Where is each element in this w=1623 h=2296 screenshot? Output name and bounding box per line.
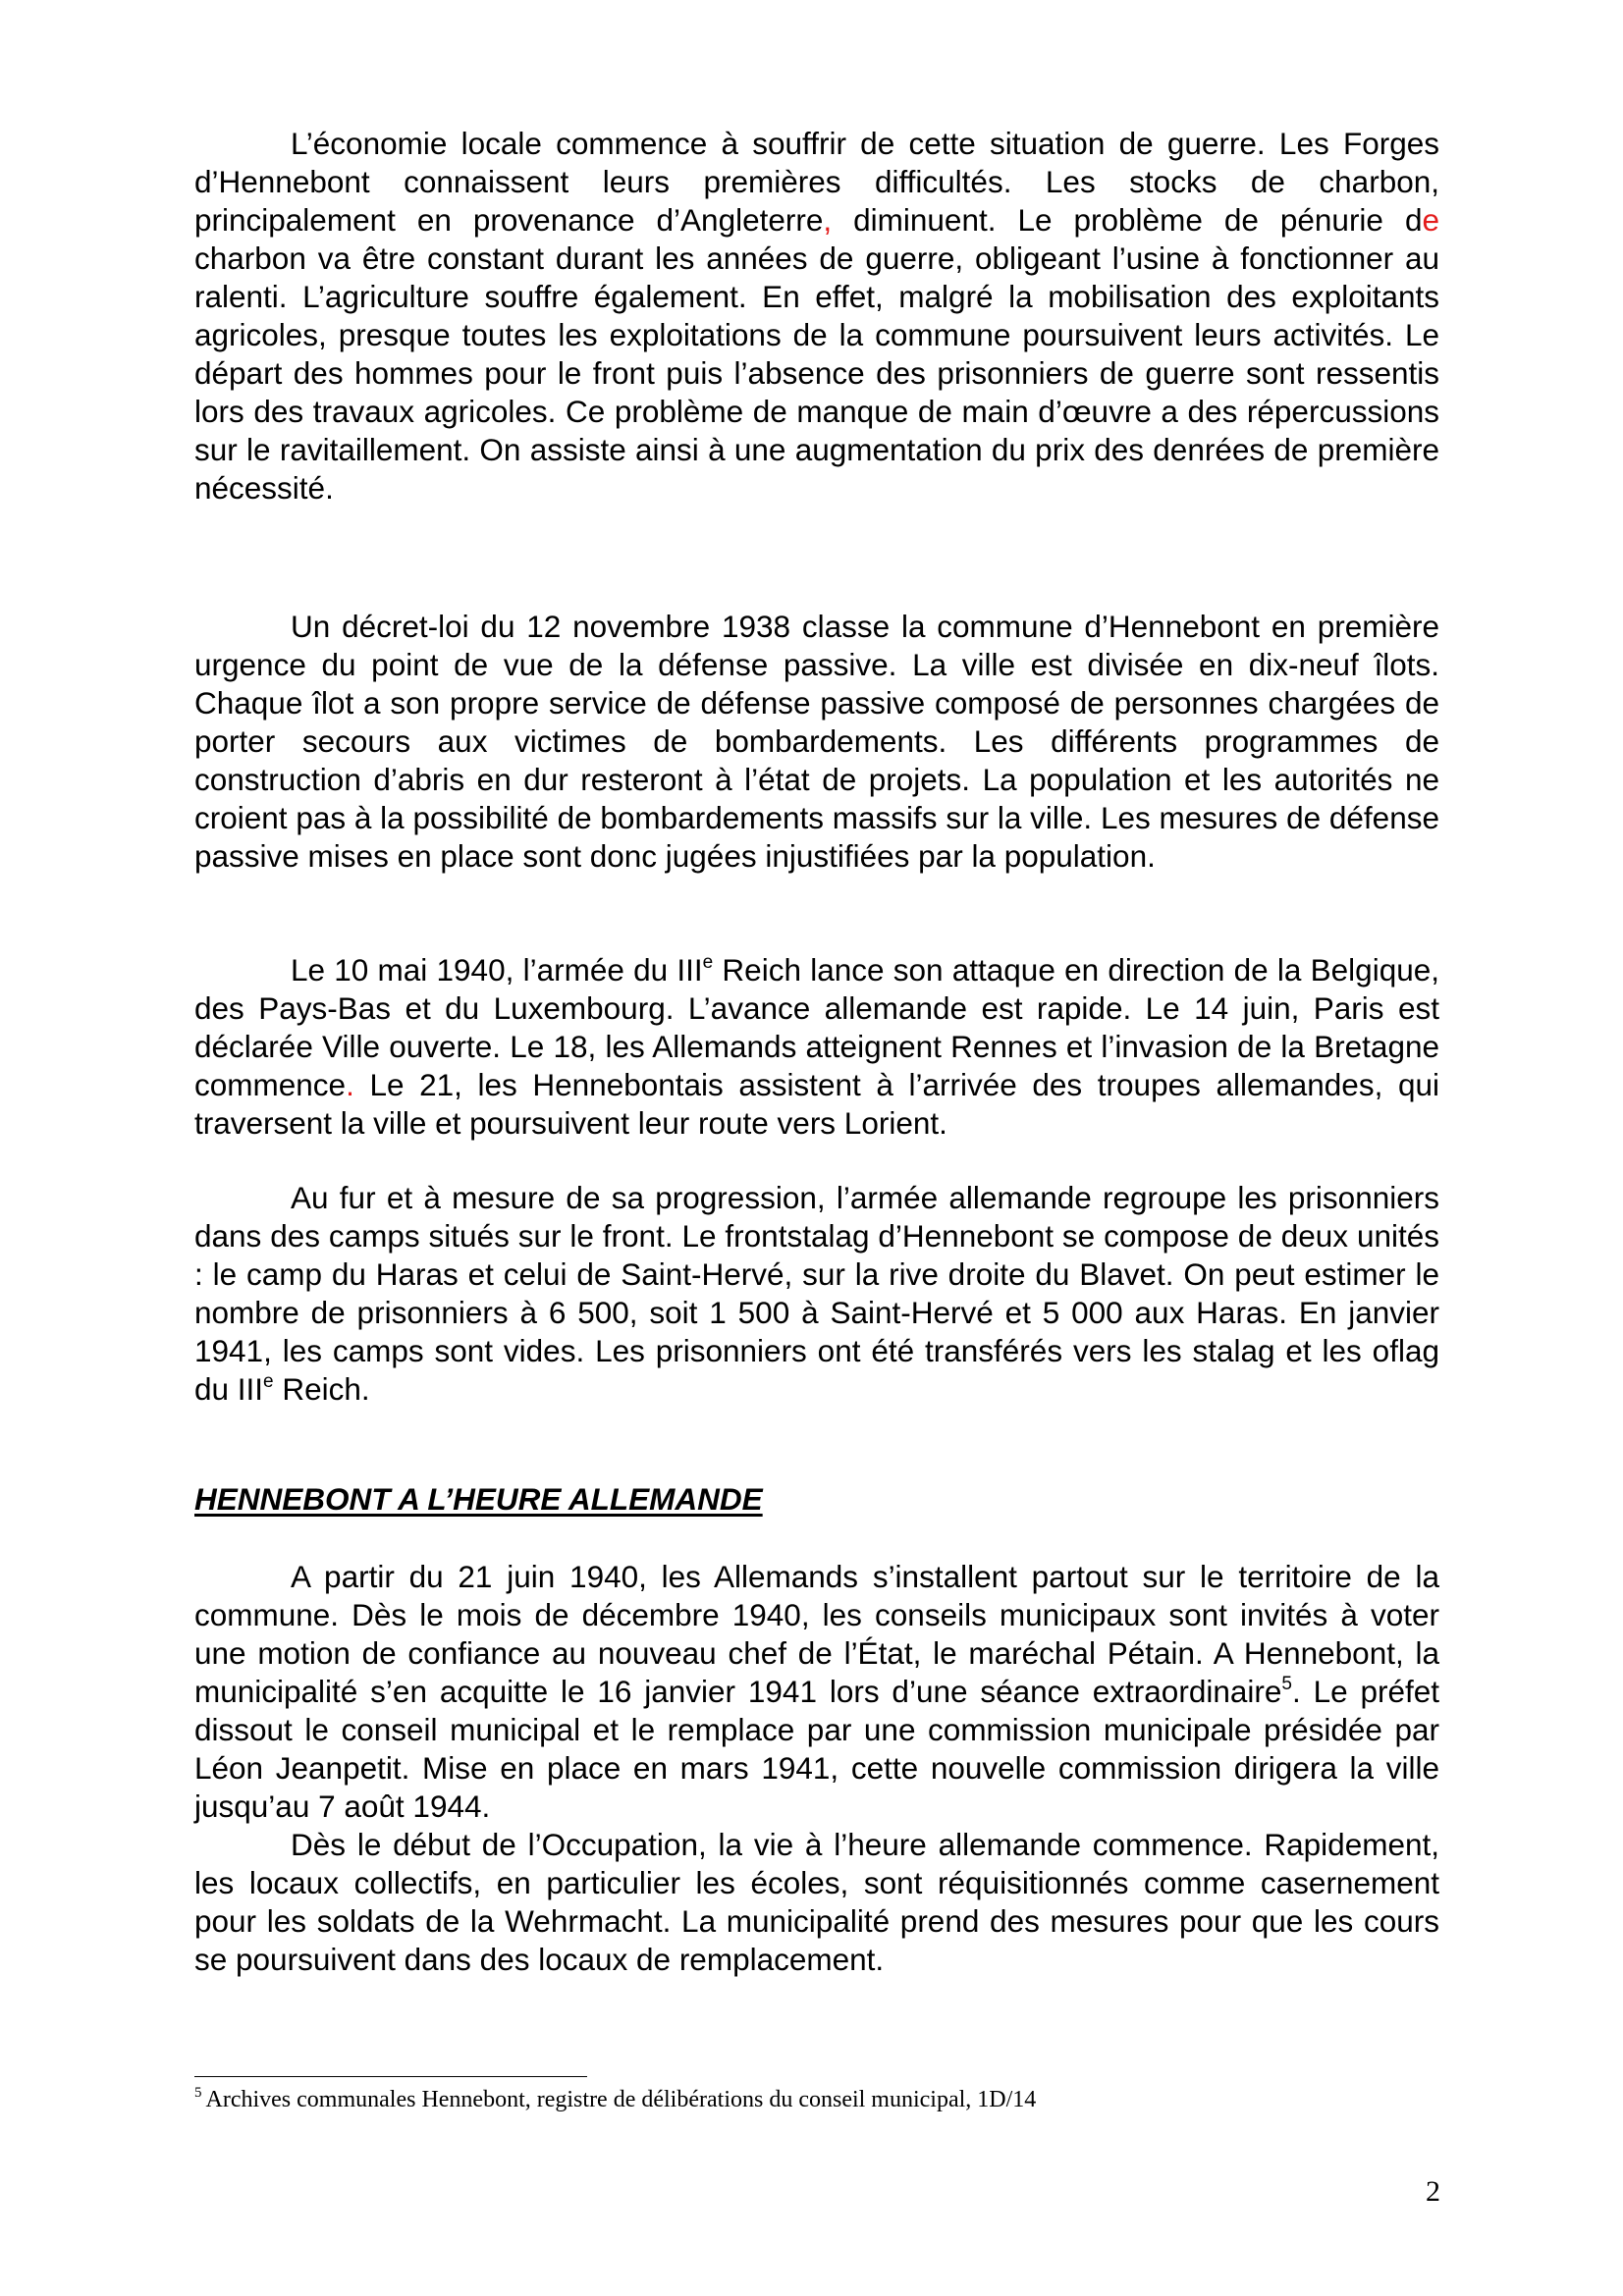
paragraph-text: L’économie locale commence à souffrir de cette situation de guerre. Les Forges d’Hennebont connaissent leurs premières difficultés. Les stocks de charbon, principalement en provenance d’Angleterre (194, 126, 1439, 238)
footnote (194, 2085, 1036, 2114)
superscript: e (263, 1371, 274, 1392)
paragraph-text: Reich lance son attaque en direction de la Belgique, des Pays-Bas et du Luxembourg. L’avance allemande est rapide. Le 14 juin, Paris est déclarée Ville ouverte. Le 18, les Allemands atteignent Rennes et l’invasion de la Bretagne commence (194, 952, 1440, 1102)
footnote-text: Archives communales Hennebont, registre de délibérations du conseil municipal, 1D/14 (205, 2087, 1037, 2112)
paragraph-text: A partir du 21 juin 1940, les Allemands s’installent partout sur le territoire de la commune. Dès le mois de décembre 1940, les conseils municipaux sont invités à voter une motion de confiance au nouveau chef de l’État, le maréchal Pétain. A Hennebont, la municipalité s’en acquitte le 16 janvier 1941 lors d’une séance extraordinaire (194, 1559, 1439, 1709)
footnote-reference: 5 (1281, 1674, 1292, 1694)
paragraph-text: . Le préfet dissout le conseil municipal et le remplace par une commission municipale présidée par Léon Jeanpetit. Mise en place en mars 1941, cette nouvelle commission dirigera la ville jusqu’au 7 août 1944. (194, 1674, 1440, 1824)
paragraph-passive-defense: Un décret-loi du 12 novembre 1938 classe la commune d’Hennebont en première urgence du point de vue de la défense passive. La ville est divisée en dix-neuf îlots. Chaque îlot a son propre service de défense passive composé de personnes chargées de porter secours aux victimes de bombardements. Les différents programmes de construction d’abris en dur resteront à l’état de projets. La population et les autorités ne croient pas à la possibilité de bombardements massifs sur la ville. Les mesures de défense passive mises en place sont donc jugées injustifiées par la population. (194, 609, 1439, 874)
highlighted-letter: e (1422, 202, 1440, 238)
page-number: 2 (1426, 2175, 1440, 2208)
paragraph-text: charbon va être constant durant les années de guerre, obligeant l’usine à fonctionner au ralenti. L’agriculture souffre également. En effet, malgré la mobilisation des exploitants agricoles, presque toutes les exploitations de la commune poursuivent leurs activités. Le départ des hommes pour le front puis l’absence des prisonniers de guerre sont ressentis lors des travaux agricoles. Ce problème de manque de main d’œuvre a des répercussions sur le ravitaillement. On assiste ainsi à une augmentation du prix des denrées de première nécessité. (194, 240, 1439, 506)
highlighted-comma: , (823, 202, 833, 238)
paragraph-invasion (194, 951, 1439, 1143)
footnote-separator (194, 2076, 587, 2077)
superscript: e (702, 952, 714, 973)
highlighted-period: . (346, 1067, 354, 1102)
section-heading: HENNEBONT A L’HEURE ALLEMANDE (194, 1481, 763, 1517)
paragraph-economy (194, 125, 1439, 507)
footnote-number: 5 (194, 2085, 202, 2101)
paragraph-text: Reich. (273, 1371, 370, 1407)
paragraph-prisoners (194, 1179, 1439, 1409)
paragraph-text: Le 21, les Hennebontais assistent à l’arrivée des troupes allemandes, qui traversent la ville et poursuivent leur route vers Lorient. (194, 1067, 1439, 1141)
paragraph-municipality (194, 1558, 1439, 1826)
paragraph-occupation: Dès le début de l’Occupation, la vie à l’heure allemande commence. Rapidement, les locaux collectifs, en particulier les écoles, sont réquisitionnés comme casernement pour les soldats de la Wehrmacht. La municipalité prend des mesures pour que les cours se poursuivent dans des locaux de remplacement. (194, 1827, 1439, 1977)
paragraph-text: Au fur et à mesure de sa progression, l’armée allemande regroupe les prisonniers dans des camps situés sur le front. Le frontstalag d’Hennebont se compose de deux unités : le camp du Haras et celui de Saint-Hervé, sur la rive droite du Blavet. On peut estimer le nombre de prisonniers à 6 500, soit 1 500 à Saint-Hervé et 5 000 aux Haras. En janvier 1941, les camps sont vides. Les prisonniers ont été transférés vers les stalag et les oflag du III (194, 1180, 1439, 1407)
paragraph-text: diminuent. Le problème de pénurie d (832, 202, 1423, 238)
paragraph-text: Le 10 mai 1940, l’armée du III (291, 952, 703, 988)
